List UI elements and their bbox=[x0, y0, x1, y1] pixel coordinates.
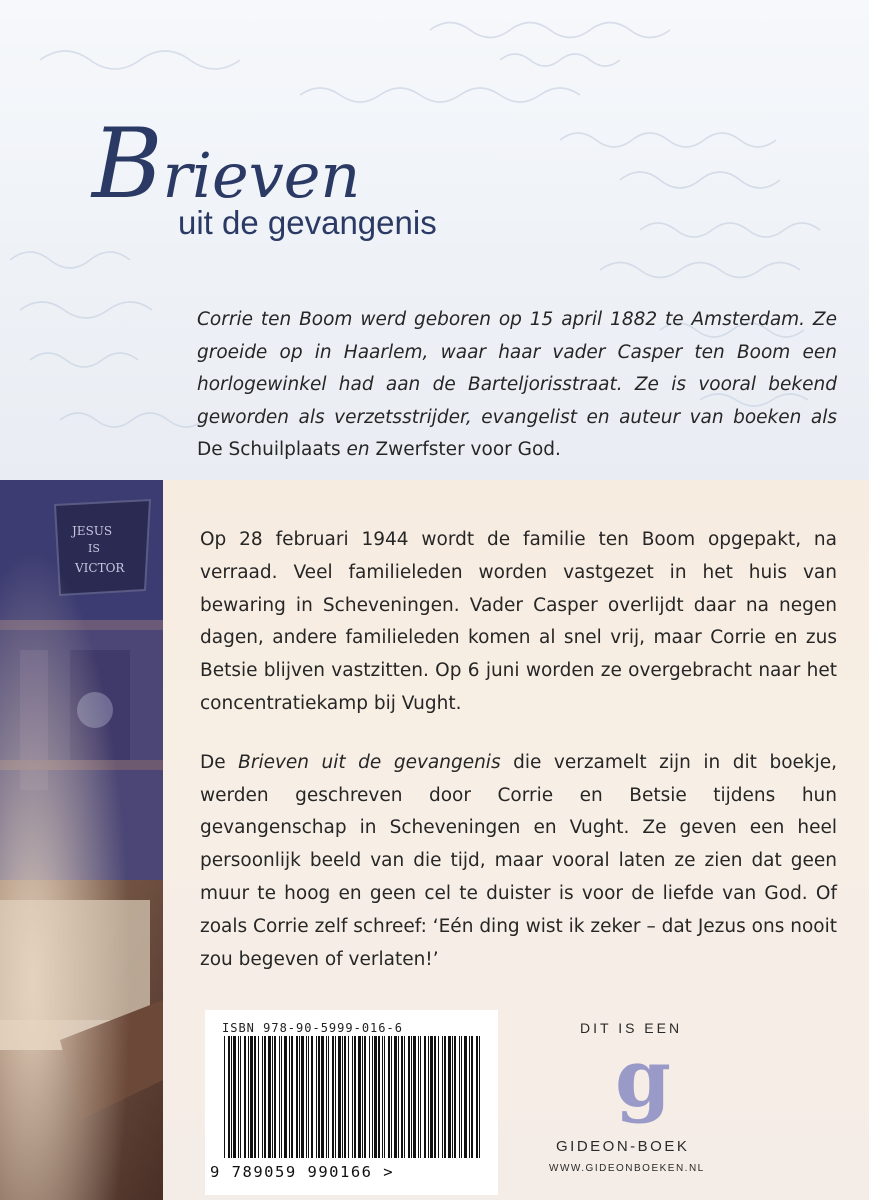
barcode-bar bbox=[408, 1036, 410, 1158]
barcode-bar bbox=[326, 1036, 327, 1158]
barcode-bar bbox=[332, 1036, 334, 1158]
title-initial: B bbox=[92, 108, 163, 220]
barcode-bar bbox=[461, 1036, 462, 1158]
desk-photo bbox=[0, 480, 163, 1200]
intro-book2: Zwerfster voor God. bbox=[375, 439, 561, 460]
body-paragraph-2 bbox=[200, 747, 837, 977]
barcode-bar bbox=[424, 1036, 426, 1158]
barcode-bar bbox=[459, 1036, 460, 1158]
barcode-bar bbox=[364, 1036, 366, 1158]
barcode-bar bbox=[372, 1036, 373, 1158]
barcode-bar bbox=[238, 1036, 239, 1158]
barcode-bar bbox=[224, 1036, 225, 1158]
barcode-bar bbox=[428, 1036, 429, 1158]
barcode-bar bbox=[228, 1036, 230, 1158]
barcode-bar bbox=[306, 1036, 307, 1158]
barcode-bar bbox=[391, 1036, 392, 1158]
barcode-bar bbox=[362, 1036, 363, 1158]
barcode-bar bbox=[354, 1036, 356, 1158]
barcode-bar bbox=[430, 1036, 433, 1158]
book-subtitle: uit de gevangenis bbox=[178, 204, 437, 241]
barcode-bar bbox=[358, 1036, 361, 1158]
publisher-tagline: DIT IS EEN bbox=[580, 1020, 683, 1036]
barcode-bar bbox=[308, 1036, 309, 1158]
barcode-bar bbox=[454, 1036, 456, 1158]
photo-illustration bbox=[0, 480, 163, 1200]
barcode-bar bbox=[250, 1036, 253, 1158]
barcode-bar bbox=[262, 1036, 263, 1158]
barcode-bar bbox=[311, 1036, 313, 1158]
barcode-bar bbox=[299, 1036, 300, 1158]
barcode-bar bbox=[420, 1036, 421, 1158]
barcode-bar bbox=[338, 1036, 341, 1158]
barcode-bar bbox=[301, 1036, 304, 1158]
barcode-bar bbox=[272, 1036, 273, 1158]
barcode-bar bbox=[471, 1036, 473, 1158]
barcode-bar bbox=[258, 1036, 259, 1158]
barcode-bar bbox=[281, 1036, 282, 1158]
barcode-bar bbox=[279, 1036, 280, 1158]
body-paragraph-1: Op 28 februari 1944 wordt de familie ten Boom opgepakt, na verraad. Veel familieleden worden vastgezet in het huis van bewaring in Scheveningen. Vader Casper overlijdt daar na negen dagen, andere familieleden komen al snel vrij, maar Corrie en zus Betsie blijven vastzitten. Op 6 juni worden ze overgebracht naar het concentratiekamp bij Vught. bbox=[200, 529, 837, 714]
barcode-bar bbox=[388, 1036, 390, 1158]
gideon-logo-icon bbox=[608, 1048, 678, 1124]
barcode-bar bbox=[335, 1036, 336, 1158]
p2-book-title: Brieven uit de gevangenis bbox=[238, 751, 501, 773]
barcode-bar bbox=[254, 1036, 256, 1158]
barcode-bar bbox=[384, 1036, 385, 1158]
barcode-bar bbox=[452, 1036, 453, 1158]
barcode-bar bbox=[316, 1036, 317, 1158]
intro-book1: De Schuilplaats bbox=[197, 439, 341, 460]
barcode-bar bbox=[479, 1036, 480, 1158]
barcode-bar bbox=[401, 1036, 403, 1158]
isbn-label: ISBN 978-90-5999-016-6 bbox=[222, 1021, 403, 1035]
barcode-bar bbox=[369, 1036, 370, 1158]
publisher-name: GIDEON-BOEK bbox=[556, 1138, 690, 1155]
barcode-bar bbox=[274, 1036, 276, 1158]
intro-text: Corrie ten Boom werd geboren op 15 april 1882 te Amsterdam. Ze groeide op in Haarlem, waar haar vader Casper ten Boom een horlogewinkel had aan de Barteljorisstraat. Ze is vooral bekend geworden als verzetsstrijder, evangelist en auteur van boeken als bbox=[197, 309, 837, 428]
intro-paragraph bbox=[197, 304, 837, 467]
barcode-bar bbox=[398, 1036, 399, 1158]
barcode-bar bbox=[291, 1036, 293, 1158]
barcode-bar bbox=[289, 1036, 290, 1158]
barcode-bar bbox=[268, 1036, 271, 1158]
barcode-bar bbox=[438, 1036, 439, 1158]
barcode-bar bbox=[248, 1036, 249, 1158]
logo-letter: g bbox=[615, 1048, 671, 1124]
body-text bbox=[200, 524, 837, 1002]
barcode-bar bbox=[348, 1036, 349, 1158]
barcode-bar bbox=[318, 1036, 320, 1158]
barcode-bar bbox=[448, 1036, 451, 1158]
barcode-bar bbox=[344, 1036, 346, 1158]
p2-prefix: De bbox=[200, 751, 239, 773]
publisher-url: WWW.GIDEONBOEKEN.NL bbox=[549, 1163, 705, 1174]
barcode-bar bbox=[296, 1036, 298, 1158]
barcode-bar bbox=[342, 1036, 343, 1158]
barcode-bar bbox=[404, 1036, 405, 1158]
barcode-bar bbox=[264, 1036, 266, 1158]
barcode-bar bbox=[444, 1036, 446, 1158]
barcode-bar bbox=[382, 1036, 383, 1158]
barcode-bar bbox=[328, 1036, 329, 1158]
barcode-number: 9 789059 990166 > bbox=[210, 1163, 395, 1181]
barcode-bar bbox=[469, 1036, 470, 1158]
barcode-bar bbox=[378, 1036, 380, 1158]
barcode-bar bbox=[321, 1036, 324, 1158]
barcode-bar bbox=[413, 1036, 416, 1158]
barcode-bar bbox=[233, 1036, 236, 1158]
barcode-bar bbox=[418, 1036, 419, 1158]
intro-conjunction: en bbox=[340, 439, 376, 460]
p2-rest: die verzamelt zijn in dit boekje, werden geschreven door Corrie en Betsie tijdens hun gevangenschap in Scheveningen en Vught. Ze geven een heel persoonlijk beeld van die tijd, maar vooral laten ze zien dat geen muur te hoog en geen cel te duister is voor de liefde van God. Of zoals Corrie zelf schreef: ‘Eén ding wist ik zeker – dat Jezus ons nooit zou begeven of verlaten!’ bbox=[200, 751, 838, 970]
barcode-bar bbox=[394, 1036, 397, 1158]
barcode-bar bbox=[244, 1036, 246, 1158]
barcode-bar bbox=[231, 1036, 232, 1158]
barcode-bar bbox=[352, 1036, 353, 1158]
barcode-bar bbox=[434, 1036, 436, 1158]
barcode-bar bbox=[442, 1036, 443, 1158]
barcode-bar bbox=[240, 1036, 241, 1158]
barcode-bars bbox=[222, 1036, 484, 1162]
barcode-bar bbox=[284, 1036, 287, 1158]
barcode-bar bbox=[476, 1036, 478, 1158]
barcode-bar bbox=[374, 1036, 377, 1158]
title-rest: rieven bbox=[162, 139, 361, 212]
barcode-bar bbox=[411, 1036, 412, 1158]
barcode-bar bbox=[464, 1036, 467, 1158]
